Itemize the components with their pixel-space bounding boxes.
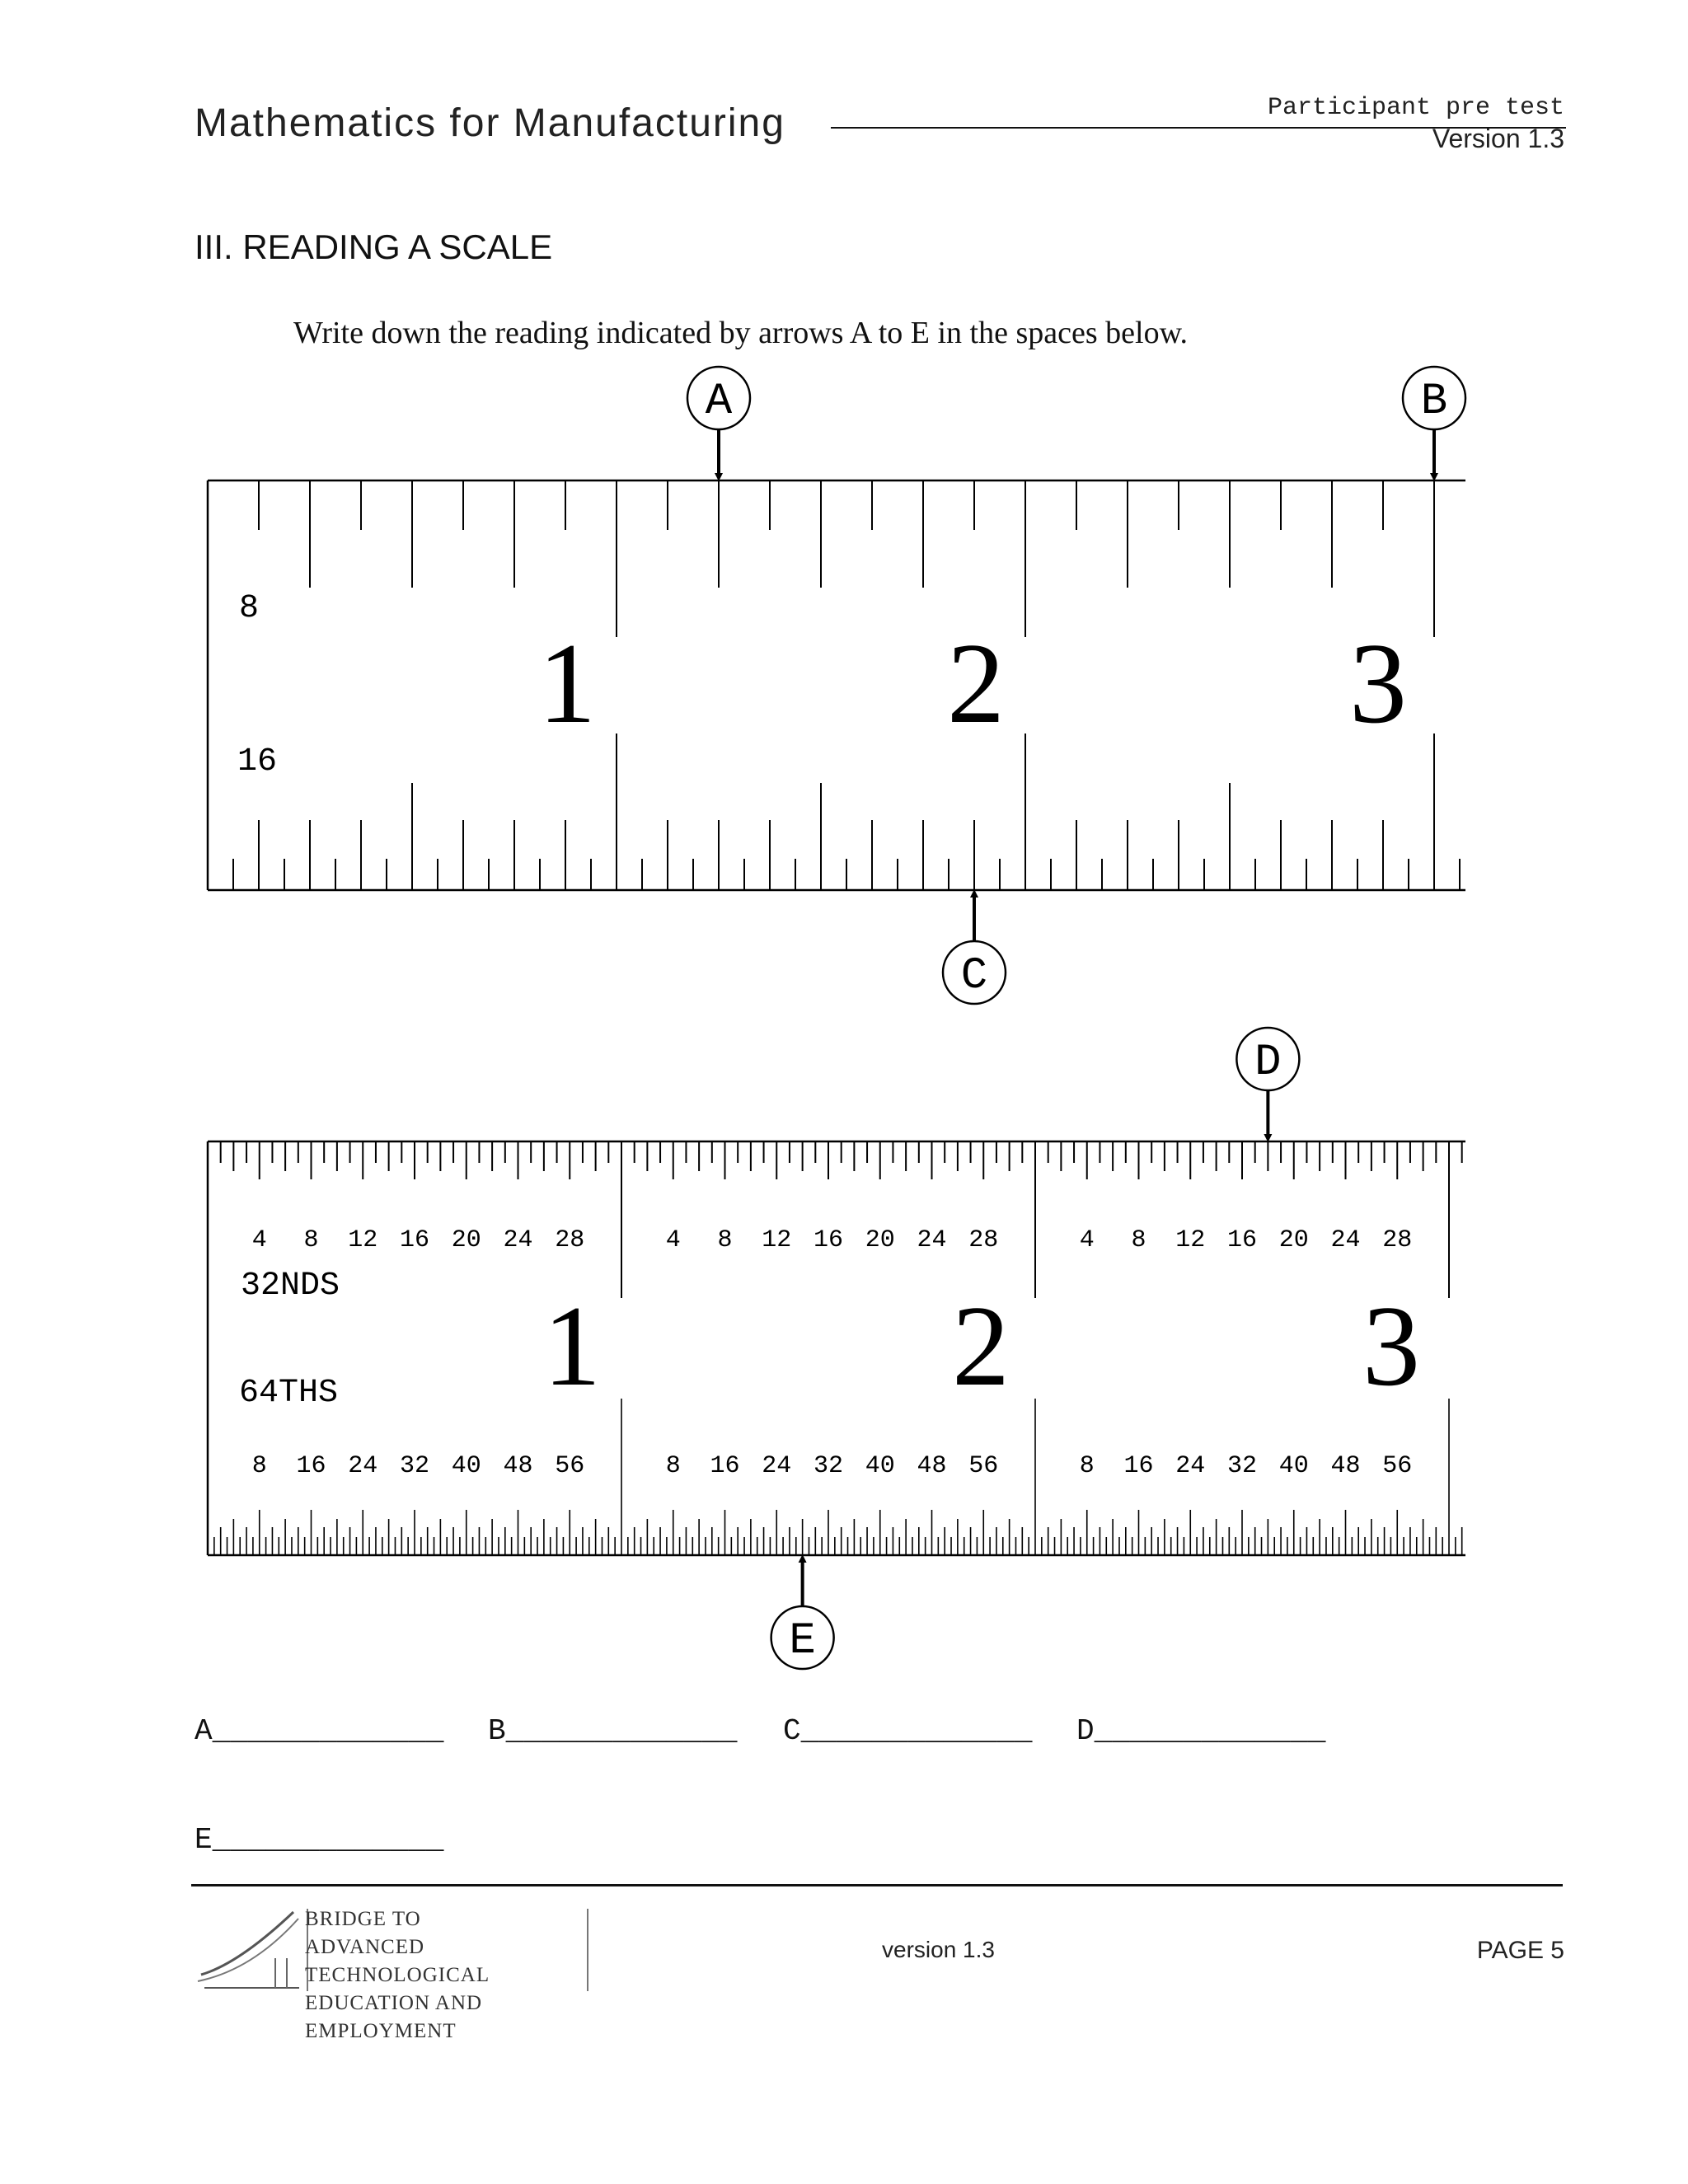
ruler2-inch-2: 2 <box>952 1282 1010 1410</box>
answer-d[interactable]: D_____________ <box>1076 1714 1326 1748</box>
ruler2-bottom-tick-label: 8 <box>251 1452 267 1480</box>
footer-rule <box>191 1884 1563 1886</box>
ruler2-inch-1: 1 <box>543 1282 601 1410</box>
ruler2-bottom-tick-label: 40 <box>865 1452 895 1480</box>
callout-letter: A <box>705 377 733 427</box>
ruler2-top-tick-label: 12 <box>1175 1226 1206 1254</box>
callout-letter: E <box>789 1616 816 1666</box>
ruler2-top-tick-label: 4 <box>665 1226 681 1254</box>
answer-c[interactable]: C_____________ <box>783 1714 1033 1748</box>
ruler2-ticks <box>214 1141 1462 1555</box>
ruler2-top-tick-label: 28 <box>1382 1226 1413 1254</box>
ruler2-label-64ths: 64THS <box>239 1375 339 1412</box>
ruler2-bottom-tick-label: 48 <box>1330 1452 1361 1480</box>
ruler2-top-tick-label: 8 <box>1131 1226 1146 1254</box>
ruler2-top-tick-label: 8 <box>303 1226 319 1254</box>
ruler2-top-tick-label: 20 <box>865 1226 895 1254</box>
ruler2-inch-3: 3 <box>1362 1282 1420 1410</box>
callout-letter: C <box>960 951 988 1001</box>
ruler2-bottom-tick-label: 32 <box>399 1452 430 1480</box>
ruler2-top-tick-label: 12 <box>762 1226 792 1254</box>
callout-a <box>687 367 750 477</box>
header-version: Version 1.3 <box>1432 124 1564 153</box>
ruler2-bottom-tick-label: 56 <box>1382 1452 1413 1480</box>
ruler2-bottom-tick-label: 40 <box>1278 1452 1309 1480</box>
ruler2-top-tick-label: 20 <box>451 1226 481 1254</box>
ruler2-bottom-tick-label: 24 <box>762 1452 792 1480</box>
callout-e <box>771 1558 834 1669</box>
answer-e[interactable]: E_____________ <box>195 1823 444 1857</box>
ruler2-top-tick-label: 4 <box>1079 1226 1095 1254</box>
answer-b[interactable]: B_____________ <box>488 1714 738 1748</box>
ruler1-inch-1: 1 <box>538 620 596 748</box>
instruction-text: Write down the reading indicated by arrows A to E in the spaces below. <box>293 316 1189 350</box>
ruler2-bottom-tick-label: 24 <box>1175 1452 1206 1480</box>
ruler2-label-32nds: 32NDS <box>241 1268 340 1305</box>
callout-d <box>1236 1028 1299 1138</box>
ruler1-label-16: 16 <box>237 743 278 780</box>
ruler2-bottom-tick-label: 8 <box>1079 1452 1095 1480</box>
document-title: Mathematics for Manufacturing <box>195 101 785 145</box>
section-title: III. READING A SCALE <box>195 227 553 266</box>
ruler2-bottom-tick-label: 8 <box>665 1452 681 1480</box>
callout-c <box>943 893 1006 1004</box>
ruler2-top-tick-label: 20 <box>1278 1226 1309 1254</box>
callout-b <box>1403 367 1465 477</box>
ruler2-bottom-tick-labels <box>252 1452 1413 1480</box>
ruler2-bottom-tick-label: 16 <box>710 1452 740 1480</box>
ruler2-bottom-tick-label: 16 <box>1123 1452 1154 1480</box>
ruler2-top-tick-label: 16 <box>813 1226 844 1254</box>
ruler1-inch-2: 2 <box>947 620 1005 748</box>
ruler2-bottom-tick-label: 48 <box>503 1452 533 1480</box>
page-number: PAGE 5 <box>1476 1937 1564 1964</box>
ruler-thirtyseconds-sixtyfourths <box>208 1141 1465 1555</box>
logo-line-3: EDUCATION AND EMPLOYMENT <box>305 1992 483 2042</box>
ruler2-bottom-tick-label: 24 <box>348 1452 378 1480</box>
header-subtitle: Participant pre test <box>1267 94 1564 122</box>
ruler2-top-tick-label: 28 <box>555 1226 585 1254</box>
ruler2-top-tick-label: 16 <box>1226 1226 1258 1254</box>
ruler2-bottom-tick-label: 32 <box>813 1452 844 1480</box>
ruler2-bottom-tick-label: 16 <box>296 1452 326 1480</box>
callout-letter: B <box>1420 377 1448 427</box>
ruler2-top-tick-label: 12 <box>348 1226 378 1254</box>
logo-line-1: BRIDGE TO <box>305 1908 421 1930</box>
ruler2-top-tick-label: 4 <box>251 1226 267 1254</box>
bridge-logo <box>196 1908 588 2042</box>
ruler2-top-tick-label: 24 <box>503 1226 533 1254</box>
ruler2-top-tick-label: 8 <box>717 1226 733 1254</box>
ruler2-bottom-tick-label: 32 <box>1226 1452 1258 1480</box>
bridge-swoosh-icon <box>196 1909 303 1991</box>
footer-version: version 1.3 <box>882 1937 995 1962</box>
ruler1-ticks <box>233 480 1460 890</box>
ruler2-bottom-tick-label: 40 <box>451 1452 481 1480</box>
ruler2-top-tick-label: 24 <box>917 1226 947 1254</box>
ruler-sixteenths <box>208 480 1465 890</box>
logo-line-2: ADVANCED TECHNOLOGICAL <box>305 1936 490 1986</box>
ruler2-top-tick-label: 28 <box>968 1226 999 1254</box>
ruler2-top-tick-label: 24 <box>1330 1226 1361 1254</box>
ruler2-top-tick-label: 16 <box>399 1226 430 1254</box>
ruler2-bottom-tick-label: 48 <box>917 1452 947 1480</box>
ruler2-bottom-tick-label: 56 <box>968 1452 999 1480</box>
ruler2-top-tick-labels <box>252 1226 1413 1254</box>
ruler1-label-8: 8 <box>239 590 260 627</box>
answer-a[interactable]: A_____________ <box>195 1714 444 1748</box>
ruler2-bottom-tick-label: 56 <box>555 1452 585 1480</box>
callout-letter: D <box>1254 1038 1282 1088</box>
ruler1-inch-3: 3 <box>1349 620 1407 748</box>
